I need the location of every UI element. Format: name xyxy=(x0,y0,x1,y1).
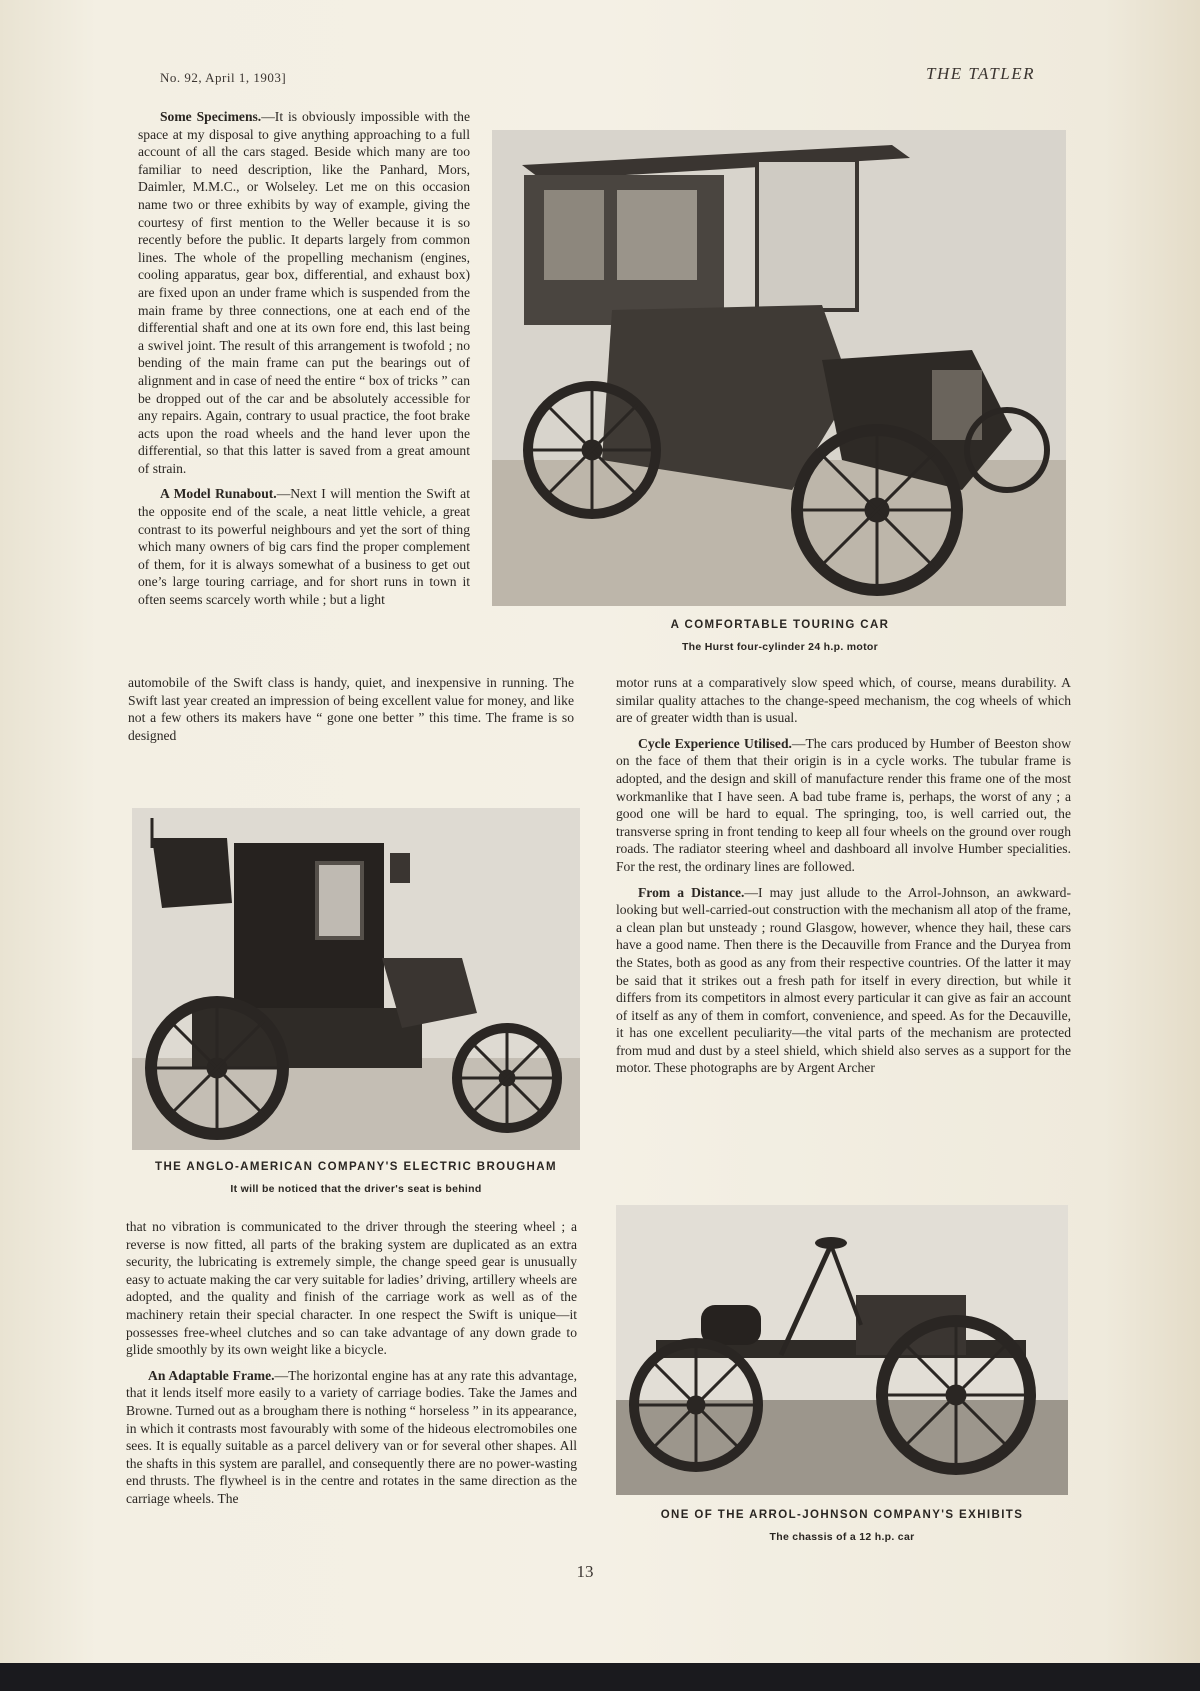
caption-touring-car-subtitle: The Hurst four-cylinder 24 h.p. motor xyxy=(681,641,879,653)
caption-chassis-title: ONE OF THE ARROL-JOHNSON COMPANY'S EXHIBITS xyxy=(660,1509,1024,1521)
paragraph-text: motor runs at a comparatively slow speed which, of course, means durability. A similar quality attaches to the change-speed mechanism, the cog wheels of which are of greater width than is usual. xyxy=(616,675,1071,726)
caption-brougham-subtitle: It will be noticed that the driver's seat is behind xyxy=(230,1183,482,1195)
paragraph: automobile of the Swift class is handy, quiet, and inexpensive in running. The Swift last year created an impression of being excellent value for money, and like not a few others its makers have “ gone one better ” this time. The frame is so designed xyxy=(128,675,574,743)
caption-touring-car-title: A COMFORTABLE TOURING CAR xyxy=(670,619,890,631)
paragraph-text: that no vibration is communicated to the driver through the steering wheel ; a reverse is now fitted, all parts of the braking system are duplicated as an extra security, the lubricating is extremely simple, the change speed gear is unusually easy to actuate making the car very suitable for ladies’ driving, artillery wheels are adopted, and the quality and finish of the carriage work as well as of the machinery retain their special character. In one respect the Swift is unique—it possesses free-wheel clutches and so can take advantage of any down grade to glide smoothly by its own weight like a bicycle. xyxy=(126,1219,577,1358)
page-number: 13 xyxy=(576,1562,594,1581)
photo-chassis xyxy=(616,1205,1068,1495)
paragraph xyxy=(616,674,1071,727)
paragraph-text: —The horizontal engine has at any rate this advantage, that it lends itself more easily to a variety of carriage bodies. Take the James and Browne. Turned out as a brougham there is nothing “ horseless ” in its appearance, in which it contrasts most favourably with some of the hideous electromobiles one sees. It is equally suitable as a parcel delivery van or for several other shapes. All the shafts in this system are parallel, and consequently there are no power-wasting end thrusts. The flywheel is in the centre and rotates in the same direction as the carriage wheels. The xyxy=(126,1367,577,1506)
column-top-left xyxy=(138,108,470,617)
paragraph xyxy=(138,485,470,608)
paragraph-text: —I may just allude to the Arrol-Johnson, an awkward-looking but well-carried-out construction with the mechanism all atop of the frame, a clean plan but unsteady ; round Glasgow, however, whence they hail, these cars have a good name. Then there is the Decauville from France and the Duryea from the States, both as good as any from their respective countries. Of the latter it may be said that it strikes out a fresh path for itself in every direction, but while it differs from its competitors in almost every particular it can give as fair an account of itself as any of them in comfort, convenience, and speed. As for the Decauville, it has one excellent peculiarity—the vital parts of the mechanism are protected from mud and dust by a steel shield, which shield also serves as a support for the motor. These photographs are by Argent Archer xyxy=(616,884,1071,1076)
photo-touring-car xyxy=(492,130,1066,606)
paragraph-lead: Cycle Experience Utilised. xyxy=(638,735,792,751)
column-right xyxy=(616,674,1071,1085)
column-bottom-left xyxy=(126,1218,577,1516)
paragraph-lead: From a Distance. xyxy=(638,884,745,900)
scan-edge xyxy=(0,1663,1200,1691)
paragraph xyxy=(138,108,470,477)
caption-brougham-title: THE ANGLO-AMERICAN COMPANY'S ELECTRIC BROUGHAM xyxy=(155,1161,557,1173)
paragraph xyxy=(616,884,1071,1078)
paragraph-lead: Some Specimens. xyxy=(160,109,262,124)
caption-chassis-subtitle: The chassis of a 12 h.p. car xyxy=(769,1531,915,1543)
paragraph-text: —The cars produced by Humber of Beeston show on the face of them that their origin is in a cycle works. The tubular frame is adopted, and the design and skill of manufacture render this frame one of the most workmanlike that I have seen. A bad tube frame is, perhaps, the worst of any ; a good one will be hard to equal. The springing, too, is well carried out, the transverse spring in front tending to keep all four wheels on the ground over rough roads. The radiator steering wheel and dashboard all involve Humber specialities. For the rest, the ordinary lines are followed. xyxy=(616,735,1072,874)
photo-electric-brougham xyxy=(132,808,580,1150)
paragraph-lead: An Adaptable Frame. xyxy=(148,1367,275,1383)
rear-wheel xyxy=(528,386,656,514)
paragraph-text: —Next I will mention the Swift at the opposite end of the scale, a neat little vehicle, a great contrast to its powerful neighbours and yet the sort of thing which many owners of big cars find the proper complement of them, for it is always somewhat of a business to get out one’s large touring carriage, and for short runs in town it often seems scarcely worth while ; but a light xyxy=(138,486,470,608)
paragraph-text: —It is obviously impossible with the space at my disposal to give anything approaching to a full account of all the cars staged. Beside which many are too familiar to need description, like the Panhard, Mors, Daimler, M.M.C., or Wolseley. Let me on this occasion name two or three exhibits by way of example, giving the courtesy of first mention to the Weller because it is so recently before the public. It departs largely from common lines. The whole of the propelling mechanism (engines, cooling apparatus, gear box, differential, and exhaust box) are fixed upon an under frame which is suspended from the main frame by three connections, one at each end of the differential shaft and one at its own fore end, this last being a swivel joint. The result of this arrangement is twofold ; no bending of the main frame can put the bearings out of alignment and in case of need the entire “ box of tricks ” can be dropped out of the car and be absolutely accessible for any repairs. Again, contrary to usual practice, the foot brake acts upon the road wheels and the hand lever upon the differential, so that this latter is saved from a great amount of strain. xyxy=(138,109,471,476)
issue-line: No. 92, April 1, 1903] xyxy=(160,70,287,85)
column-wide-left xyxy=(128,674,574,752)
paragraph-lead: A Model Runabout. xyxy=(160,486,277,502)
front-wheel xyxy=(797,430,957,590)
paragraph xyxy=(126,1367,577,1508)
paragraph xyxy=(126,1218,577,1359)
masthead: THE TATLER xyxy=(926,64,1035,83)
paragraph xyxy=(616,735,1071,876)
